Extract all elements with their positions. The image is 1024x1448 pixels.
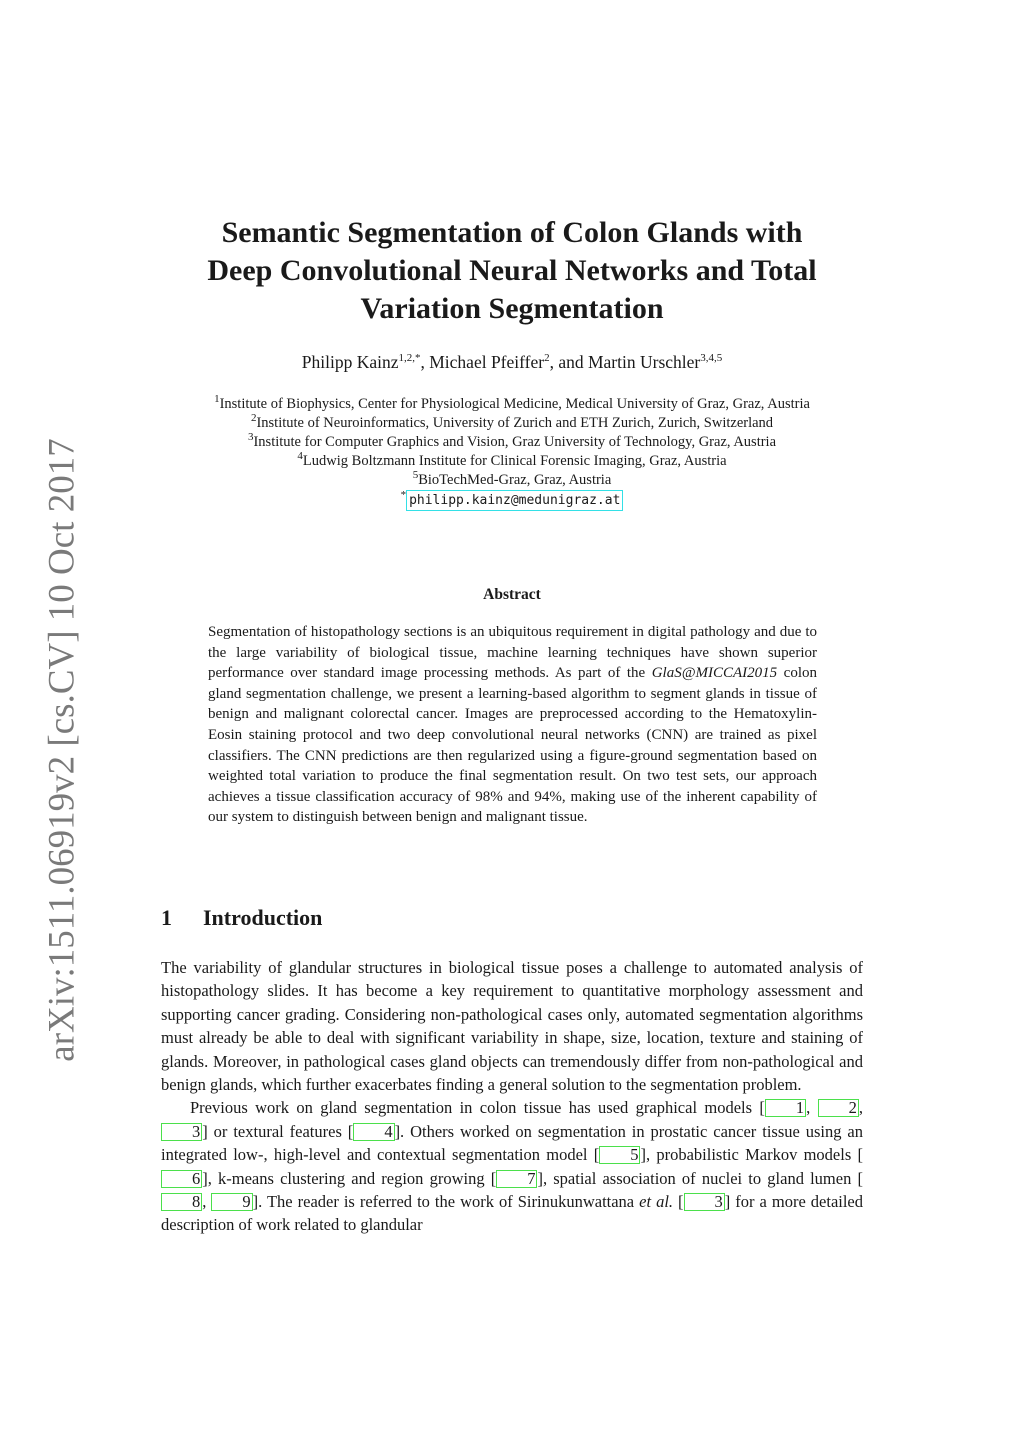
author-separator: , and [549, 352, 588, 372]
author-name: Michael Pfeiffer [429, 352, 545, 372]
author-affil-sup: 3,4,5 [700, 352, 723, 365]
affiliation [150, 395, 874, 414]
section-number: 1 [161, 905, 172, 930]
affiliation-list [150, 395, 874, 511]
section-heading [161, 905, 322, 931]
citation-link[interactable]: 7 [496, 1170, 537, 1188]
citation-link[interactable]: 9 [211, 1193, 252, 1211]
affiliation-text: Institute for Computer Graphics and Vision, Graz University of Technology, Graz, Austria [253, 434, 777, 450]
affiliation [150, 471, 874, 490]
author-name: Martin Urschler [587, 352, 701, 372]
text-run: ]. Others worked on segmentation in prostatic cancer tissue using an integrated low-, high-level and contextual segmentation model [ [161, 1121, 863, 1165]
affiliation-text: BioTechMed-Graz, Graz, Austria [418, 472, 612, 488]
paper-title [150, 214, 874, 328]
abstract-text [208, 622, 817, 828]
citation-link[interactable]: 2 [818, 1099, 859, 1117]
citation-link[interactable]: 5 [599, 1146, 640, 1164]
introduction-body [161, 956, 863, 1237]
affiliation [150, 414, 874, 433]
text-run: , [806, 1098, 818, 1118]
email-line [150, 490, 874, 511]
citation-link[interactable]: 6 [161, 1170, 202, 1188]
affiliation-text: Ludwig Boltzmann Institute for Clinical Forensic Imaging, Graz, Austria [302, 453, 727, 469]
citation-link[interactable]: 8 [161, 1193, 202, 1211]
challenge-name: GlaS@MICCAI2015 [651, 665, 778, 682]
affiliation-text: Institute of Biophysics, Center for Physiological Medicine, Medical University of Graz, Graz, Austria [219, 396, 810, 412]
citation-link[interactable]: 3 [161, 1123, 202, 1141]
text-run: [ [673, 1192, 684, 1212]
text-run: , [858, 1098, 864, 1118]
abstract-part: colon gland segmentation challenge, we present a learning-based algorithm to segment glands in tissue of benign and malignant colorectal cancer. Images are preprocessed according to the Hematoxylin-Eosin staining protocol and two deep convolutional neural networks (CNN) are trained as pixel classifiers. The CNN predictions are then regularized using a figure-ground segmentation based on weighted total variation to produce the final segmentation result. On two test sets, our approach achieves a tissue classification accuracy of 98% and 94%, making use of the inherent capability of our system to distinguish between benign and malignant tissue. [208, 665, 818, 826]
affiliation-sup: 3 [247, 431, 254, 444]
et-al: et al. [639, 1192, 674, 1212]
affiliation-sup: 1 [214, 393, 220, 406]
author-affil-sup: 2 [544, 352, 550, 365]
email-link[interactable]: philipp.kainz@medunigraz.at [406, 490, 623, 511]
email-sup: * [400, 489, 407, 502]
text-run: , [202, 1192, 212, 1212]
paragraph [161, 1096, 863, 1236]
author-separator: , [420, 352, 430, 372]
affiliation [150, 433, 874, 452]
affiliation-sup: 2 [250, 412, 257, 425]
affiliation-sup: 4 [297, 450, 303, 463]
author-name: Philipp Kainz [301, 352, 399, 372]
abstract-heading: Abstract [483, 586, 541, 603]
citation-link[interactable]: 3 [684, 1193, 725, 1211]
abstract-part: Segmentation of histopathology sections is an ubiquitous requirement in digital pathology and due to the large variability of biological tissue, machine learning techniques have shown superior performance over standard image processing methods. As part of the [208, 624, 817, 682]
text-run: ], spatial association of nuclei to gland lumen [ [537, 1168, 863, 1188]
author-list [150, 352, 874, 373]
text-run: ], probabilistic Markov models [ [640, 1145, 863, 1165]
author-affil-sup: 1,2,* [398, 352, 421, 365]
citation-link[interactable]: 4 [353, 1123, 394, 1141]
text-run: ], k-means clustering and region growing [ [202, 1168, 497, 1188]
paragraph: The variability of glandular structures in biological tissue poses a challenge to automated analysis of histopathology slides. It has become a key requirement to quantitative morphology assessment and supporting cancer grading. Considering non-pathological cases only, automated segmentation algorithms must already be able to deal with significant variability in shape, size, location, texture and staining of glands. Moreover, in pathological cases gland objects can tremendously differ from non-pathological and benign glands, which further exacerbates finding a general solution to the segmentation problem. [161, 958, 863, 1095]
arxiv-identifier: arXiv:1511.06919v2 [cs.CV] 10 Oct 2017 [41, 438, 83, 1062]
section-title: Introduction [203, 905, 323, 930]
text-run: ]. The reader is referred to the work of Sirinukunwattana [252, 1192, 640, 1212]
title-line: Variation Segmentation [360, 292, 664, 325]
title-line: Deep Convolutional Neural Networks and Total [207, 254, 817, 287]
title-line: Semantic Segmentation of Colon Glands with [221, 216, 803, 249]
text-run: ] for a more detailed description of work related to glandular [161, 1192, 864, 1235]
affiliation-sup: 5 [412, 469, 419, 482]
citation-link[interactable]: 1 [765, 1099, 806, 1117]
affiliation [150, 452, 874, 471]
affiliation-text: Institute of Neuroinformatics, University of Zurich and ETH Zurich, Zurich, Switzerland [256, 415, 774, 431]
text-run: Previous work on gland segmentation in colon tissue has used graphical models [ [190, 1098, 765, 1118]
text-run: ] or textural features [ [202, 1121, 354, 1141]
